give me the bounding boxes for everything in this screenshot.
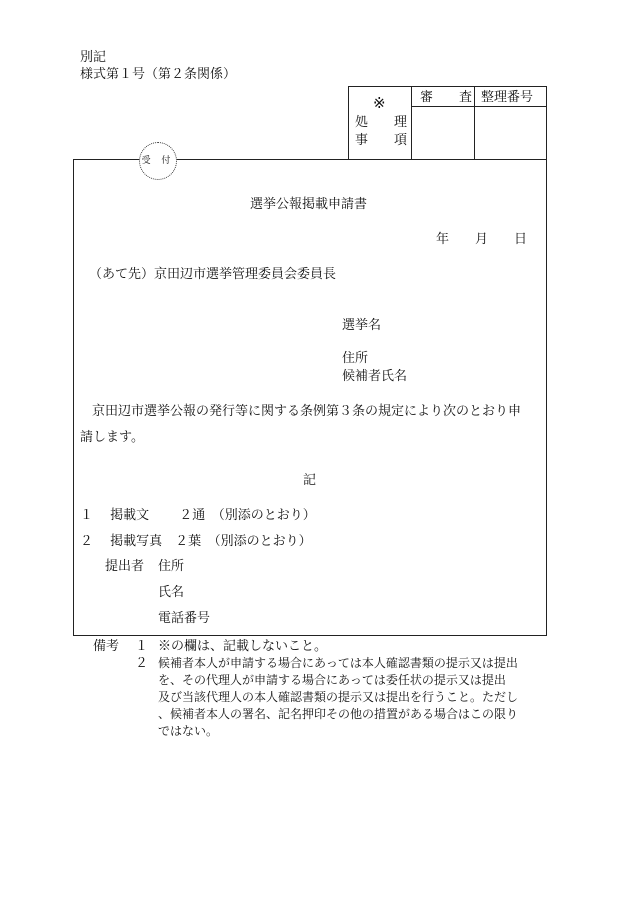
submitter-label: 提出者 xyxy=(105,559,145,574)
office-use-label-line2: 事 項 xyxy=(355,133,408,148)
body-text-line1: 京田辺市選挙公報の発行等に関する条例第３条の規定により次のとおり申 xyxy=(92,404,522,419)
election-name-label: 選挙名 xyxy=(342,318,382,333)
submitter-name: 氏名 xyxy=(158,585,185,600)
office-use-label-line1: 処 理 xyxy=(355,115,408,130)
item-2: ２ 掲載写真 ２葉 （別添のとおり） xyxy=(80,534,312,549)
note-1-text: ※の欄は、記載しないこと。 xyxy=(158,639,328,654)
appendix-label: 別記 xyxy=(80,50,107,65)
submitter-address: 住所 xyxy=(158,559,185,574)
item-1: １ 掲載文 ２通 （別添のとおり） xyxy=(80,508,316,523)
candidate-name-label: 候補者氏名 xyxy=(342,369,408,384)
date-line: 年 月 日 xyxy=(436,232,528,247)
review-column-header: 審 査 xyxy=(420,90,473,105)
reception-stamp: 受 付 xyxy=(139,142,177,180)
note-2-line1: 候補者本人が申請する場合にあっては本人確認書類の提示又は提出 xyxy=(158,656,518,670)
form-number: 様式第１号（第２条関係） xyxy=(80,67,237,82)
addressee: （あて先）京田辺市選挙管理委員会委員長 xyxy=(89,267,337,282)
note-2-number: ２ xyxy=(135,656,149,671)
address-label: 住所 xyxy=(342,351,369,366)
note-2-line3: 及び当該代理人の本人確認書類の提示又は提出を行うこと。ただし xyxy=(158,690,519,704)
form-title: 選挙公報掲載申請書 xyxy=(250,197,368,212)
note-1-number: １ xyxy=(135,639,149,654)
note-2-line2: を、その代理人が申請する場合にあっては委任状の提示又は提出 xyxy=(158,673,506,687)
notes-label: 備考 xyxy=(93,639,120,654)
note-2-line4: 、候補者本人の署名、記名押印その他の措置がある場合はこの限り xyxy=(158,707,519,721)
body-text-line2: 請します。 xyxy=(80,430,144,445)
note-2-line5: ではない。 xyxy=(158,724,219,738)
submitter-phone: 電話番号 xyxy=(158,611,211,626)
office-use-mark: ※ xyxy=(373,94,386,112)
number-column-header: 整理番号 xyxy=(481,90,534,105)
ki-heading: 記 xyxy=(303,473,317,488)
